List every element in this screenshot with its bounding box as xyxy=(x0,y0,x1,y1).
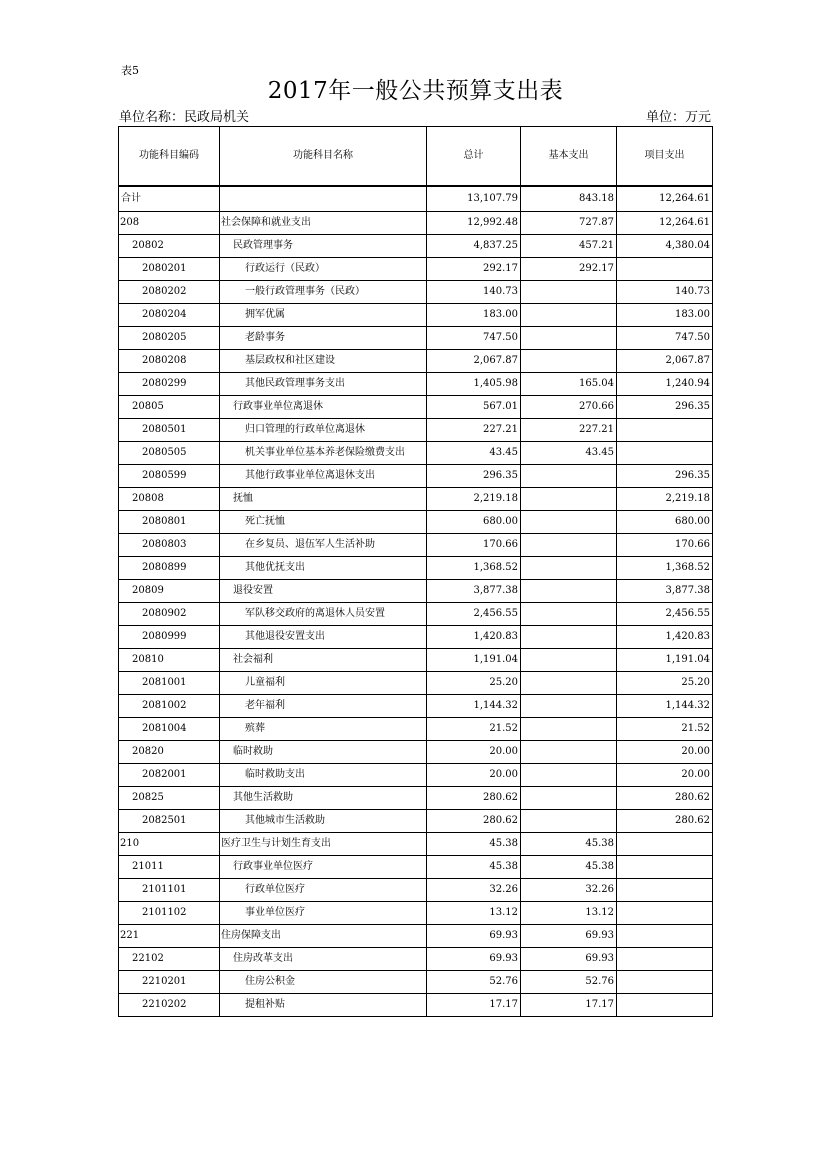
cell-name: 行政事业单位医疗 xyxy=(220,856,427,879)
cell-basic xyxy=(521,695,617,718)
cell-code: 2080803 xyxy=(119,534,220,557)
cell-code: 2080505 xyxy=(119,442,220,465)
cell-total: 45.38 xyxy=(427,833,521,856)
cell-project: 1,420.83 xyxy=(617,626,713,649)
cell-code: 2080999 xyxy=(119,626,220,649)
cell-basic: 69.93 xyxy=(521,948,617,971)
col-header-name: 功能科目名称 xyxy=(220,127,427,187)
cell-total: 296.35 xyxy=(427,465,521,488)
cell-project: 12,264.61 xyxy=(617,212,713,235)
cell-name: 行政运行（民政） xyxy=(220,258,427,281)
cell-code: 20820 xyxy=(119,741,220,764)
cell-project: 21.52 xyxy=(617,718,713,741)
table-row xyxy=(119,741,713,764)
cell-project xyxy=(617,442,713,465)
table-row xyxy=(119,327,713,350)
cell-total: 13.12 xyxy=(427,902,521,925)
cell-name: 其他退役安置支出 xyxy=(220,626,427,649)
cell-project xyxy=(617,902,713,925)
cell-basic xyxy=(521,810,617,833)
cell-project xyxy=(617,925,713,948)
cell-total: 183.00 xyxy=(427,304,521,327)
cell-total: 17.17 xyxy=(427,994,521,1017)
cell-basic xyxy=(521,350,617,373)
cell-name: 社会保障和就业支出 xyxy=(220,212,427,235)
cell-code: 2080201 xyxy=(119,258,220,281)
cell-basic xyxy=(521,488,617,511)
cell-total: 12,992.48 xyxy=(427,212,521,235)
cell-name: 临时救助支出 xyxy=(220,764,427,787)
cell-name: 行政单位医疗 xyxy=(220,879,427,902)
cell-name: 住房改革支出 xyxy=(220,948,427,971)
cell-basic: 43.45 xyxy=(521,442,617,465)
cell-basic: 69.93 xyxy=(521,925,617,948)
cell-total: 1,191.04 xyxy=(427,649,521,672)
cell-basic xyxy=(521,764,617,787)
cell-name: 社会福利 xyxy=(220,649,427,672)
page-title: 2017年一般公共预算支出表 xyxy=(267,78,564,104)
table-row xyxy=(119,465,713,488)
cell-total: 292.17 xyxy=(427,258,521,281)
table-row xyxy=(119,419,713,442)
cell-code: 21011 xyxy=(119,856,220,879)
col-header-project: 项目支出 xyxy=(617,127,713,187)
table-row xyxy=(119,879,713,902)
table-header-row xyxy=(119,127,713,187)
table-row xyxy=(119,396,713,419)
cell-project: 296.35 xyxy=(617,465,713,488)
cell-total: 2,067.87 xyxy=(427,350,521,373)
cell-total: 20.00 xyxy=(427,764,521,787)
cell-basic: 32.26 xyxy=(521,879,617,902)
cell-name: 医疗卫生与计划生育支出 xyxy=(220,833,427,856)
col-header-total: 总计 xyxy=(427,127,521,187)
table-row xyxy=(119,902,713,925)
cell-code: 210 xyxy=(119,833,220,856)
cell-total: 680.00 xyxy=(427,511,521,534)
table-row xyxy=(119,833,713,856)
cell-code: 2081001 xyxy=(119,672,220,695)
cell-code: 2080205 xyxy=(119,327,220,350)
cell-basic: 52.76 xyxy=(521,971,617,994)
cell-code: 2082001 xyxy=(119,764,220,787)
table-row-total xyxy=(119,186,713,212)
table-row xyxy=(119,488,713,511)
cell-basic: 727.87 xyxy=(521,212,617,235)
table-row xyxy=(119,373,713,396)
cell-project: 20.00 xyxy=(617,741,713,764)
cell-basic xyxy=(521,534,617,557)
table-row xyxy=(119,649,713,672)
table-row xyxy=(119,856,713,879)
cell-name: 儿童福利 xyxy=(220,672,427,695)
cell-code: 20805 xyxy=(119,396,220,419)
cell-basic: 227.21 xyxy=(521,419,617,442)
cell-project xyxy=(617,833,713,856)
cell-code: 2080902 xyxy=(119,603,220,626)
cell-basic: 13.12 xyxy=(521,902,617,925)
unit-label: 单位：万元 xyxy=(645,110,711,125)
cell-project: 747.50 xyxy=(617,327,713,350)
table-row xyxy=(119,787,713,810)
cell-total: 69.93 xyxy=(427,948,521,971)
cell-basic xyxy=(521,304,617,327)
cell-project: 1,191.04 xyxy=(617,649,713,672)
table-row xyxy=(119,557,713,580)
cell-basic xyxy=(521,741,617,764)
cell-code: 20810 xyxy=(119,649,220,672)
cell-project xyxy=(617,879,713,902)
table-row xyxy=(119,534,713,557)
cell-code: 2081004 xyxy=(119,718,220,741)
cell-project xyxy=(617,948,713,971)
cell-total: 747.50 xyxy=(427,327,521,350)
cell-project: 296.35 xyxy=(617,396,713,419)
cell-code: 20802 xyxy=(119,235,220,258)
cell-code: 20825 xyxy=(119,787,220,810)
table-row xyxy=(119,925,713,948)
table-row xyxy=(119,603,713,626)
cell-name: 军队移交政府的离退休人员安置 xyxy=(220,603,427,626)
table-row xyxy=(119,971,713,994)
table-number: 表5 xyxy=(121,64,139,77)
cell-code: 2080202 xyxy=(119,281,220,304)
cell-code: 2080501 xyxy=(119,419,220,442)
cell-total: 45.38 xyxy=(427,856,521,879)
cell-code: 2080899 xyxy=(119,557,220,580)
cell-code: 2080801 xyxy=(119,511,220,534)
cell-basic: 270.66 xyxy=(521,396,617,419)
table-row xyxy=(119,764,713,787)
cell-name: 在乡复员、退伍军人生活补助 xyxy=(220,534,427,557)
table-row xyxy=(119,281,713,304)
cell-basic xyxy=(521,327,617,350)
cell-code: 2080208 xyxy=(119,350,220,373)
col-header-code: 功能科目编码 xyxy=(119,127,220,187)
table-row xyxy=(119,994,713,1017)
table-row xyxy=(119,672,713,695)
table-row xyxy=(119,580,713,603)
cell-code: 2210202 xyxy=(119,994,220,1017)
cell-name: 殡葬 xyxy=(220,718,427,741)
col-header-basic: 基本支出 xyxy=(521,127,617,187)
cell-name: 退役安置 xyxy=(220,580,427,603)
cell-name: 住房保障支出 xyxy=(220,925,427,948)
table-row xyxy=(119,810,713,833)
cell-basic xyxy=(521,281,617,304)
table-row xyxy=(119,258,713,281)
cell-project: 25.20 xyxy=(617,672,713,695)
cell-name: 老龄事务 xyxy=(220,327,427,350)
cell-basic xyxy=(521,718,617,741)
cell-name: 一般行政管理事务（民政） xyxy=(220,281,427,304)
table-row xyxy=(119,718,713,741)
cell-name: 老年福利 xyxy=(220,695,427,718)
cell-total: 280.62 xyxy=(427,810,521,833)
cell-basic xyxy=(521,603,617,626)
table-row xyxy=(119,235,713,258)
cell-name: 提租补贴 xyxy=(220,994,427,1017)
cell-name: 民政管理事务 xyxy=(220,235,427,258)
cell-basic: 45.38 xyxy=(521,833,617,856)
cell-project: 1,368.52 xyxy=(617,557,713,580)
cell-project xyxy=(617,419,713,442)
cell-project: 3,877.38 xyxy=(617,580,713,603)
budget-table xyxy=(118,126,713,1017)
cell-total: 170.66 xyxy=(427,534,521,557)
cell-code: 20808 xyxy=(119,488,220,511)
cell-total: 1,420.83 xyxy=(427,626,521,649)
cell-total: 3,877.38 xyxy=(427,580,521,603)
table-row xyxy=(119,304,713,327)
cell-name: 死亡抚恤 xyxy=(220,511,427,534)
cell-name: 基层政权和社区建设 xyxy=(220,350,427,373)
cell-project: 680.00 xyxy=(617,511,713,534)
cell-total: 140.73 xyxy=(427,281,521,304)
table-body xyxy=(119,186,713,1017)
cell-name: 其他优抚支出 xyxy=(220,557,427,580)
cell-name: 临时救助 xyxy=(220,741,427,764)
table-row xyxy=(119,212,713,235)
cell-total: 43.45 xyxy=(427,442,521,465)
cell-project: 140.73 xyxy=(617,281,713,304)
cell-total: 20.00 xyxy=(427,741,521,764)
cell-basic xyxy=(521,649,617,672)
cell-name: 住房公积金 xyxy=(220,971,427,994)
cell-project: 1,144.32 xyxy=(617,695,713,718)
cell-total: 2,219.18 xyxy=(427,488,521,511)
cell-code: 221 xyxy=(119,925,220,948)
cell-code: 2210201 xyxy=(119,971,220,994)
cell-project: 4,380.04 xyxy=(617,235,713,258)
cell-total: 227.21 xyxy=(427,419,521,442)
cell-total: 2,456.55 xyxy=(427,603,521,626)
table-row xyxy=(119,695,713,718)
cell-project: 20.00 xyxy=(617,764,713,787)
cell-project: 2,219.18 xyxy=(617,488,713,511)
cell-name: 拥军优属 xyxy=(220,304,427,327)
table-row xyxy=(119,626,713,649)
cell-code: 208 xyxy=(119,212,220,235)
cell-project: 170.66 xyxy=(617,534,713,557)
cell-basic: 457.21 xyxy=(521,235,617,258)
cell-code: 2081002 xyxy=(119,695,220,718)
cell-project: 280.62 xyxy=(617,810,713,833)
cell-name: 事业单位医疗 xyxy=(220,902,427,925)
cell-project xyxy=(617,856,713,879)
cell-basic: 165.04 xyxy=(521,373,617,396)
cell-total: 52.76 xyxy=(427,971,521,994)
cell-total: 21.52 xyxy=(427,718,521,741)
cell-project xyxy=(617,994,713,1017)
cell-name: 抚恤 xyxy=(220,488,427,511)
cell-project xyxy=(617,971,713,994)
cell-code: 2101101 xyxy=(119,879,220,902)
cell-total: 567.01 xyxy=(427,396,521,419)
cell-basic xyxy=(521,787,617,810)
cell-project xyxy=(617,258,713,281)
cell-project: 280.62 xyxy=(617,787,713,810)
cell-code: 2082501 xyxy=(119,810,220,833)
cell-code: 2080599 xyxy=(119,465,220,488)
cell-total: 1,144.32 xyxy=(427,695,521,718)
cell-basic xyxy=(521,626,617,649)
cell-code: 20809 xyxy=(119,580,220,603)
cell-name: 归口管理的行政单位离退休 xyxy=(220,419,427,442)
cell-basic xyxy=(521,557,617,580)
cell-name: 其他民政管理事务支出 xyxy=(220,373,427,396)
cell-project: 2,067.87 xyxy=(617,350,713,373)
table-row xyxy=(119,511,713,534)
cell-total: 280.62 xyxy=(427,787,521,810)
cell-project: 2,456.55 xyxy=(617,603,713,626)
cell-total: 13,107.79 xyxy=(427,186,521,212)
cell-basic xyxy=(521,465,617,488)
cell-basic: 843.18 xyxy=(521,186,617,212)
cell-name: 机关事业单位基本养老保险缴费支出 xyxy=(220,442,427,465)
cell-code: 22102 xyxy=(119,948,220,971)
cell-name: 其他城市生活救助 xyxy=(220,810,427,833)
cell-basic xyxy=(521,580,617,603)
cell-code: 合计 xyxy=(119,186,220,212)
cell-total: 1,405.98 xyxy=(427,373,521,396)
cell-project: 183.00 xyxy=(617,304,713,327)
cell-basic: 292.17 xyxy=(521,258,617,281)
unit-name: 单位名称：民政局机关 xyxy=(119,110,250,125)
table-row xyxy=(119,948,713,971)
cell-basic: 17.17 xyxy=(521,994,617,1017)
cell-total: 1,368.52 xyxy=(427,557,521,580)
cell-basic xyxy=(521,511,617,534)
cell-name xyxy=(220,186,427,212)
cell-project: 12,264.61 xyxy=(617,186,713,212)
table-row xyxy=(119,442,713,465)
cell-total: 25.20 xyxy=(427,672,521,695)
cell-code: 2080299 xyxy=(119,373,220,396)
cell-name: 其他行政事业单位离退休支出 xyxy=(220,465,427,488)
cell-code: 2101102 xyxy=(119,902,220,925)
cell-name: 其他生活救助 xyxy=(220,787,427,810)
cell-project: 1,240.94 xyxy=(617,373,713,396)
table-row xyxy=(119,350,713,373)
cell-basic: 45.38 xyxy=(521,856,617,879)
cell-total: 69.93 xyxy=(427,925,521,948)
cell-total: 32.26 xyxy=(427,879,521,902)
cell-name: 行政事业单位离退休 xyxy=(220,396,427,419)
cell-basic xyxy=(521,672,617,695)
cell-total: 4,837.25 xyxy=(427,235,521,258)
cell-code: 2080204 xyxy=(119,304,220,327)
